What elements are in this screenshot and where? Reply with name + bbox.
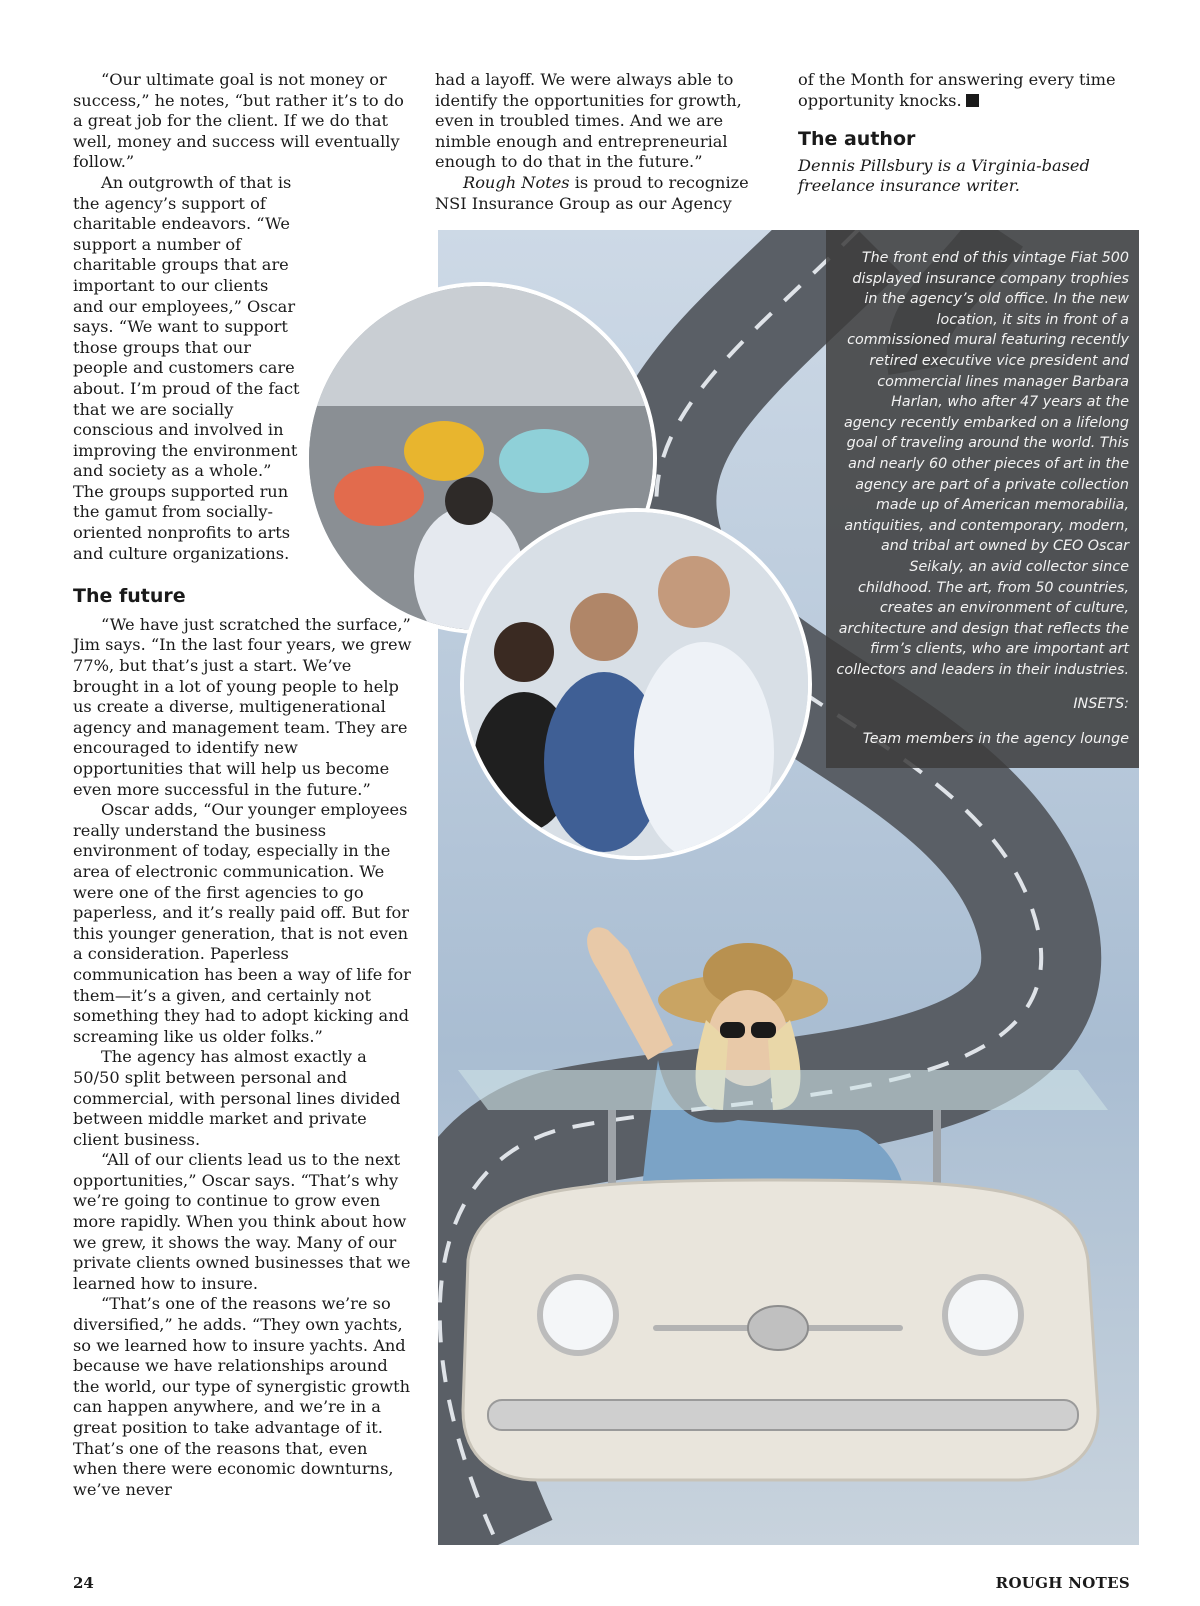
paragraph: “That’s one of the reasons we’re so diversified,” he adds. “They own yachts, so we learned how to insure yachts. And because we have relationships around the world, our type of synergistic growth can happen anywhere, and we’re in a great position to take advantage of it. That’s one of the reasons that, even when there were economic downturns, we’ve never [73,1294,411,1499]
section-heading-future: The future [73,585,186,608]
paragraph: An outgrowth of that is the agency’s support of charitable endeavors. “We support a number of charitable groups that are important to our clients and our employees,” Oscar says. “We want to support those groups that our people and customers care about. I’m proud of the fact that we are socially conscious and involved in improving the environment and society as a whole.” The groups supported run the gamut from socially-oriented nonprofits to arts and culture organizations. [73,172,300,563]
insets-label: INSETS: [1073,696,1129,713]
paragraph [798,70,1138,111]
paragraph: “We have just scratched the surface,” Jim says. “In the last four years, we grew 77%, but that’s just a start. We’ve brought in a lot of young people to help us create a diverse, multigenerational agency and management team. They are encouraged to identify new opportunities that will help us become even more successful in the future.” [73,614,412,799]
paragraph: “All of our clients lead us to the next opportunities,” Oscar says. “That’s why we’re going to continue to grow even more rapidly. When you think about how we grew, it shows the way. Many of our private clients owned businesses that we learned how to insure. [73,1150,411,1293]
paragraph [435,173,765,214]
article-column-1 [73,70,413,1500]
headlight-left [540,1277,616,1353]
photo-caption: The front end of this vintage Fiat 500 displayed insurance company trophies in the agency’s old office. In the new location, it sits in front of a commissioned mural featuring recently retired executive vice president and commercial lines manager Barbara Harlan, who after 47 years at the agency recently embarked on a lifelong goal of traveling around the world. This and nearly 60 other pieces of art in the agency are part of a private collection made up of American memorabilia, antiquities, and contemporary, modern, and tribal art owned by CEO Oscar Seikaly, an avid collector since childhood. The art, from 50 countries, creates an environment of culture, architecture and design that reflects the firm’s clients, who are important art collectors and leaders in their industries. [836,250,1129,678]
magazine-name: ROUGH NOTES [995,1574,1130,1592]
author-byline: Dennis Pillsbury is a Virginia-based freelance insurance writer. [798,155,1090,196]
page-number: 24 [73,1574,94,1592]
section-heading-author: The author [798,128,916,151]
photo-caption-box [826,230,1139,768]
headlight-right [945,1277,1021,1353]
glass-shelf [458,1070,1108,1110]
end-mark-icon [966,94,979,107]
paragraph-text: is proud to recognize NSI Insurance Group as our Agency [435,172,749,213]
front-bumper [488,1400,1078,1430]
insets-caption: Team members in the agency lounge [862,731,1129,748]
sunglasses [720,1022,745,1038]
person-white-shirt [634,642,774,856]
paragraph-text: of the Month for answering every time opportunity knocks. [798,70,1116,110]
inset-photo-lounge-2 [460,508,812,860]
paragraph: “Our ultimate goal is not money or success,” he notes, “but rather it’s to do a great job for the client. If we do that well, money and success will eventually follow.” [73,70,404,172]
beanbag-teal [499,429,589,493]
article-column-3 [798,70,1138,197]
beanbag-yellow [404,421,484,481]
article-column-2 [435,70,765,214]
paragraph: The agency has almost exactly a 50/50 split between personal and commercial, with personal lines divided between middle market and private client business. [73,1047,401,1149]
magazine-name-italic: Rough Notes [463,172,570,192]
fiat-badge [748,1306,808,1350]
paragraph: Oscar adds, “Our younger employees really understand the business environment of today, especially in the area of electronic communication. We were one of the first agencies to go paperless, and it’s really paid off. But for this younger generation, that is not even a consideration. Paperless communication has been a way of life for them—it’s a given, and certainly not something they had to adopt kicking and screaming like us older folks.” [73,800,411,1046]
waving-hand [587,927,673,1060]
paragraph: had a layoff. We were always able to identify the opportunities for growth, even in troubled times. And we are nimble enough and entrepreneurial enough to do that in the future.” [435,70,742,172]
